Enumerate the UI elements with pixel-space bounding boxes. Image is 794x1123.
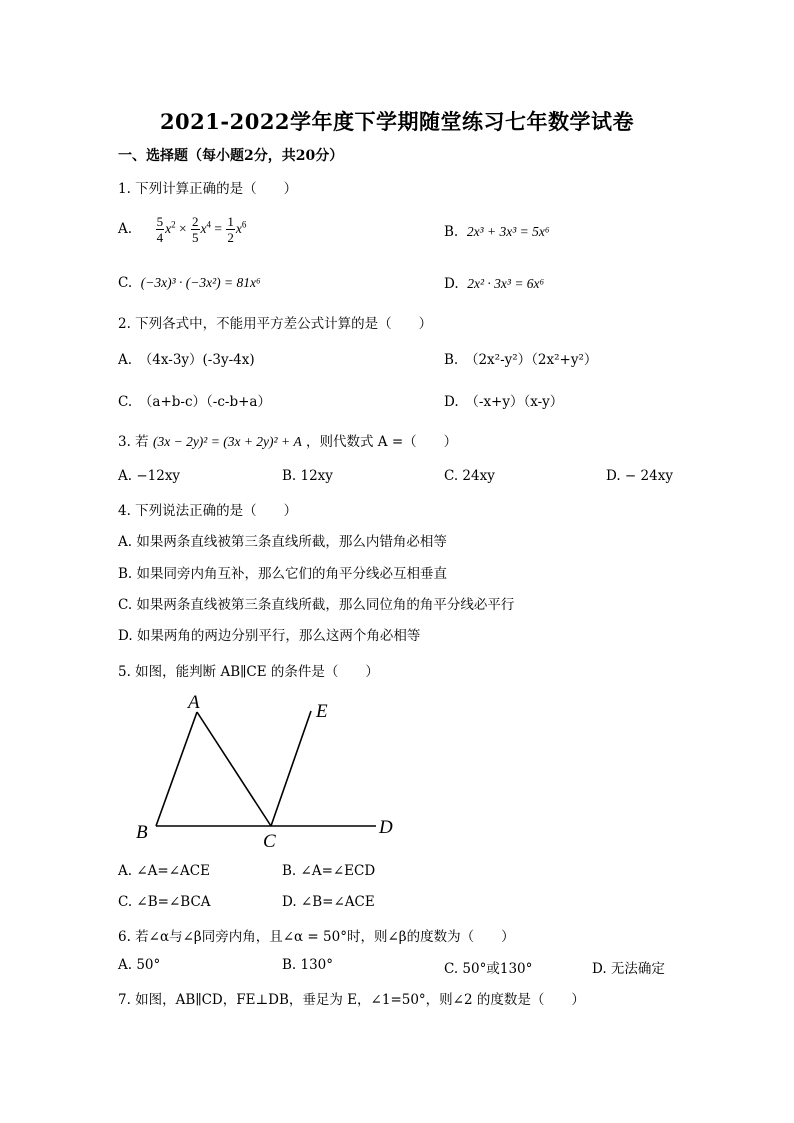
point-label-d: D [379, 817, 393, 838]
q3-equation: (3x − 2y)² = (3x + 2y)² + A [152, 434, 302, 449]
q5-option-c: C. ∠B=∠BCA [118, 894, 211, 910]
question-1-stem: 1. 下列计算正确的是（ ） [118, 181, 298, 197]
q4-option-b: B. 如果同旁内角互补，那么它们的角平分线必互相垂直 [118, 566, 448, 582]
segment-ce [271, 711, 311, 826]
question-6-stem: 6. 若∠α与∠β同旁内角，且∠α = 50°时，则∠β的度数为（ ） [118, 929, 515, 945]
q4-option-d: D. 如果两角的两边分别平行，那么这两个角必相等 [118, 628, 421, 644]
q1-option-c: C. (−3x)³ · (−3x²) = 81x⁶ [118, 275, 261, 291]
q3-option-a: A. −12xy [118, 468, 181, 484]
q2-option-d: D. （-x+y）（x-y） [444, 394, 564, 410]
q2-option-a: A. （4x-3y）(-3y-4x) [118, 352, 255, 368]
point-label-e: E [316, 701, 328, 722]
q6-option-d: D. 无法确定 [592, 961, 665, 977]
question-7-stem: 7. 如图，AB∥CD，FE⊥DB，垂足为 E，∠1=50°，则∠2 的度数是（ ） [118, 992, 585, 1008]
q1-option-b: B. 2x³ + 3x³ = 5x⁶ [444, 224, 550, 240]
point-label-b: B [136, 822, 148, 843]
q6-option-a: A. 50° [118, 957, 161, 973]
q5-option-b: B. ∠A=∠ECD [282, 863, 376, 879]
q2-option-c: C. （a+b-c）（-c-b+a） [118, 394, 271, 410]
fraction: $\frac{5}{4}$ [156, 214, 164, 245]
question-5-stem: 5. 如图，能判断 AB∥CE 的条件是（ ） [118, 664, 379, 680]
section-heading: 一、选择题（每小题2分，共20分） [118, 148, 344, 164]
question-4-stem: 4. 下列说法正确的是（ ） [118, 503, 298, 519]
question-3-stem: 3. 若 (3x − 2y)² = (3x + 2y)² + A ，则代数式 A =（ ） [118, 434, 458, 450]
q4-option-a: A. 如果两条直线被第三条直线所截，那么内错角必相等 [118, 534, 447, 550]
q3-option-c: C. 24xy [444, 468, 495, 484]
page-title: 2021-2022学年度下学期随堂练习七年数学试卷 [159, 109, 635, 134]
fraction: $\frac{2}{5}$ [192, 214, 199, 245]
q1-option-a: A. $\frac{5}{4}$ $x^2$ × $\frac{2}{5}$ $x^4$ = $\frac{1}{2}$ $x^6$ [118, 214, 247, 245]
fraction: $\frac{1}{2}$ [227, 214, 234, 245]
q5-geometry-figure [120, 685, 410, 855]
q6-option-c: C. 50°或130° [444, 961, 533, 977]
segment-ab [156, 712, 197, 826]
q3-option-b: B. 12xy [282, 468, 333, 484]
segment-ac [197, 712, 271, 826]
point-label-c: C [263, 831, 276, 852]
q1-option-a-label: A. [118, 221, 133, 237]
q5-option-a: A. ∠A=∠ACE [118, 863, 210, 879]
q5-option-d: D. ∠B=∠ACE [282, 894, 375, 910]
q4-option-c: C. 如果两条直线被第三条直线所截，那么同位角的角平分线必平行 [118, 597, 515, 613]
q6-option-b: B. 130° [282, 957, 334, 973]
q3-option-d: D. − 24xy [606, 468, 673, 484]
question-2-stem: 2. 下列各式中，不能用平方差公式计算的是（ ） [118, 316, 433, 332]
q2-option-b: B. （2x²-y²）（2x²+y²） [444, 352, 598, 368]
point-label-a: A [188, 692, 200, 713]
q1-option-d: D. 2x² · 3x³ = 6x⁶ [444, 276, 545, 292]
